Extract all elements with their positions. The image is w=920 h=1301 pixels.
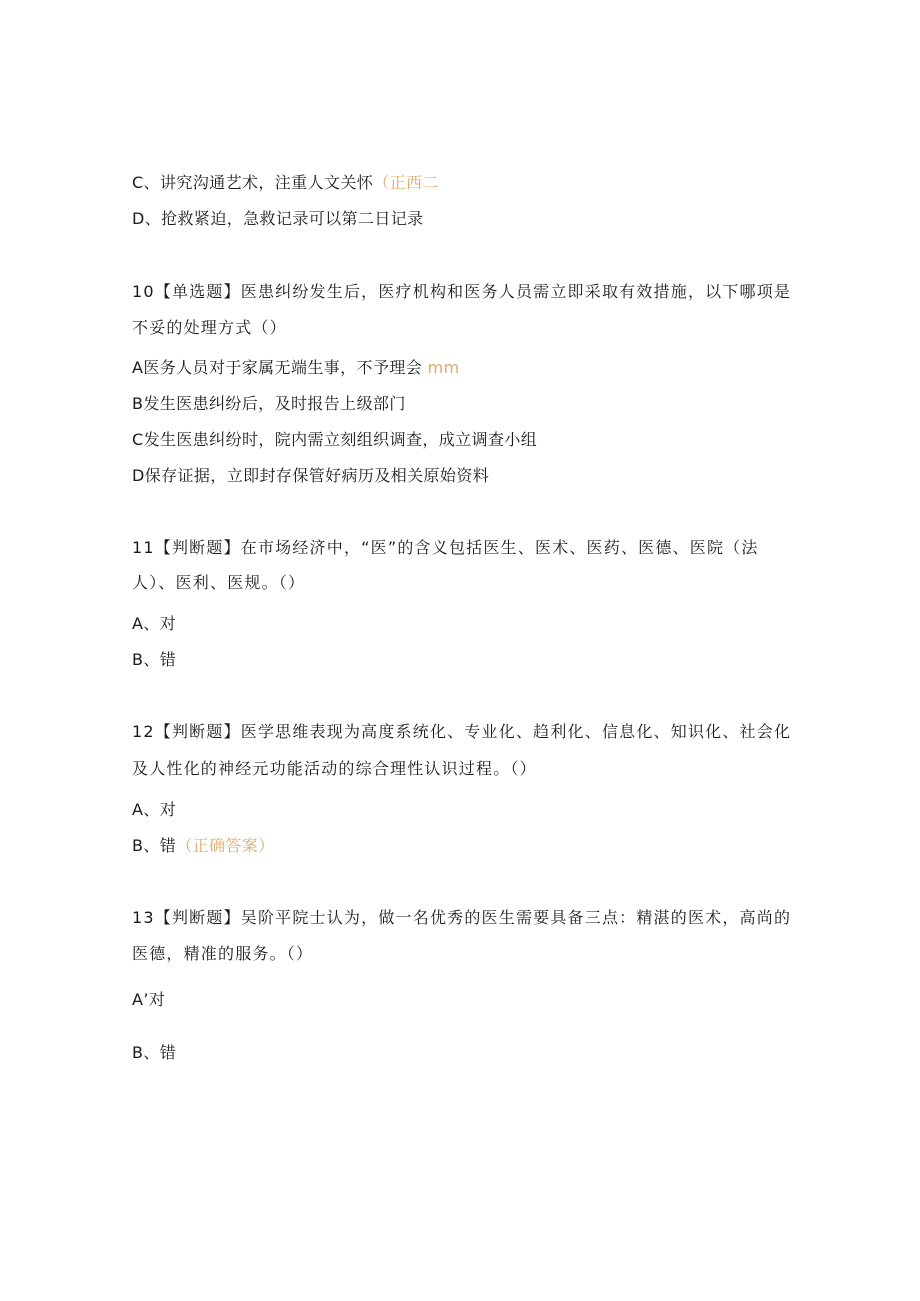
- question-12-option-b: [132, 836, 275, 856]
- question-10-option-b: B发生医患纠纷后，及时报告上级部门: [132, 394, 406, 413]
- question-11-option-b: B、错: [132, 650, 177, 669]
- answer-mark: mm: [427, 358, 460, 377]
- question-13-text-line-1: 13【判断题】吴阶平院士认为，做一名优秀的医生需要具备三点：精湛的医术，高尚的: [132, 908, 792, 927]
- question-10-option-c: C发生医患纠纷时，院内需立刻组织调查，成立调查小组: [132, 430, 538, 449]
- prev-option-d: D、抢救紧迫，急救记录可以第二日记录: [132, 209, 424, 228]
- question-11-option-a: A、对: [132, 614, 177, 633]
- question-11-text-line-1: 11【判断题】在市场经济中，“医”的含义包括医生、医术、医药、医德、医院（法: [132, 538, 759, 557]
- question-13-text-line-2: 医德，精准的服务。（）: [132, 944, 314, 963]
- question-13-option-a: A’对: [132, 990, 166, 1009]
- option-text: C、讲究沟通艺术，注重人文关怀: [132, 173, 374, 192]
- option-text: B、错: [132, 836, 177, 855]
- question-10-option-d: D保存证据，立即封存保管好病历及相关原始资料: [132, 466, 490, 485]
- question-10-option-a: [132, 358, 460, 378]
- question-12-text-line-1: 12【判断题】医学思维表现为高度系统化、专业化、趋利化、信息化、知识化、社会化: [132, 722, 792, 741]
- answer-mark: （正西二: [373, 173, 439, 192]
- correct-answer-mark: （正确答案）: [176, 836, 275, 855]
- question-13-option-b: B、错: [132, 1043, 177, 1062]
- prev-option-c: [132, 173, 439, 193]
- question-11-text-line-2: 人）、医利、医规。（）: [132, 573, 306, 592]
- question-12-option-a: A、对: [132, 800, 177, 819]
- option-text: A医务人员对于家属无端生事，不予理会: [132, 358, 423, 377]
- question-10-text-line-1: 10【单选题】医患纠纷发生后，医疗机构和医务人员需立即采取有效措施，以下哪项是: [132, 282, 792, 301]
- question-12-text-line-2: 及人性化的神经元功能活动的综合理性认识过程。（）: [132, 759, 537, 778]
- question-10-text-line-2: 不妥的处理方式（）: [132, 318, 287, 337]
